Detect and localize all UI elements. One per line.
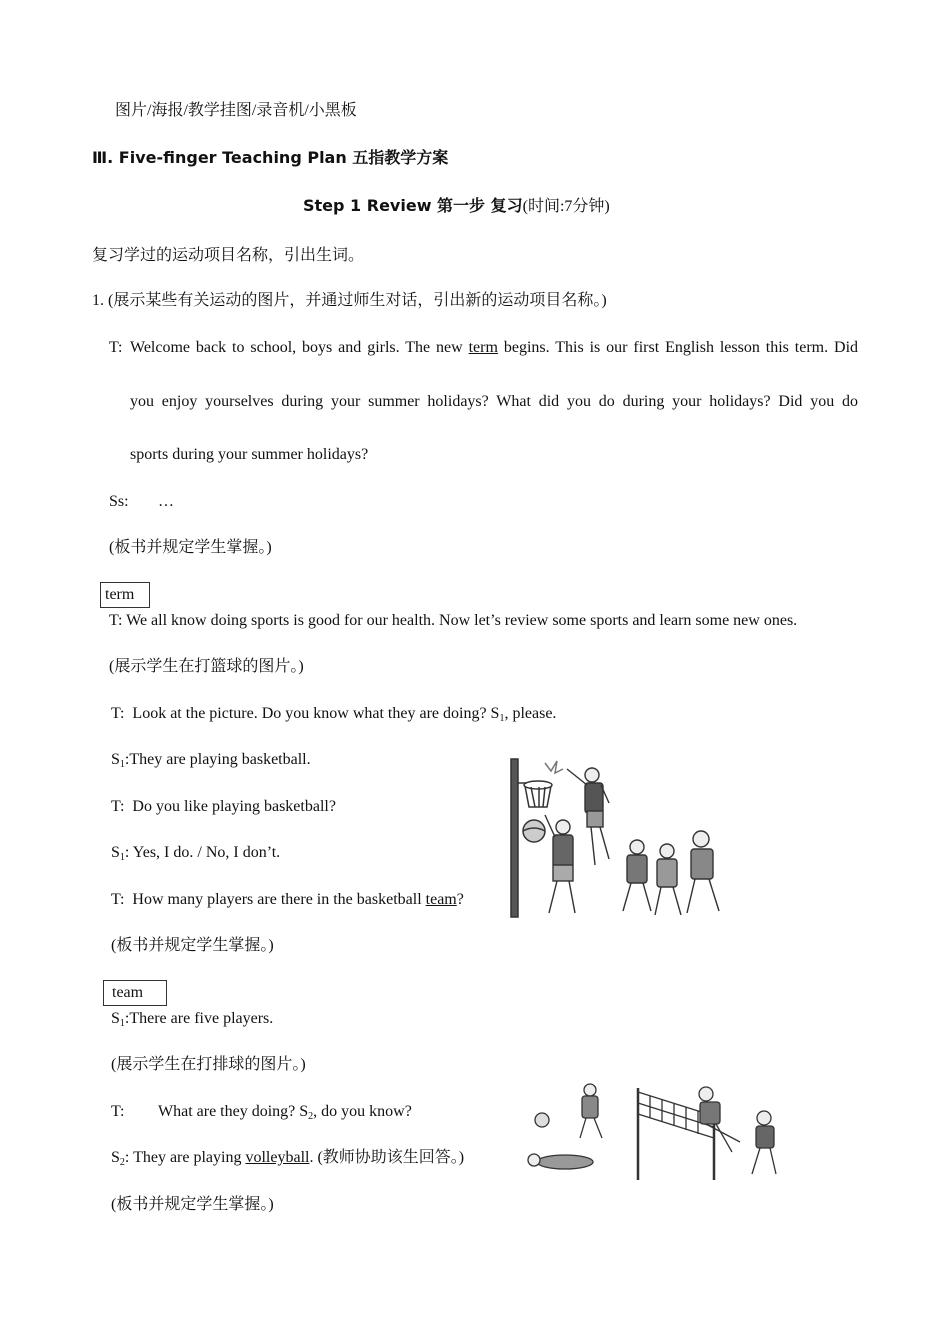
t-welcome-line3: sports during your summer holidays? (130, 446, 369, 463)
t-health: T: We all know doing sports is good for our health. Now let’s review some sports and learn some new ones. (109, 612, 798, 629)
board-note: (板书并规定学生掌握。) (109, 539, 272, 556)
section-numeral: Ⅲ (92, 148, 108, 167)
item-1: 1. (展示某些有关运动的图片，并通过师生对话，引出新的运动项目名称。) (92, 292, 607, 309)
section-heading (92, 148, 448, 168)
s1-yes: $S_1$: Yes, I do. / No, I don’t. (111, 844, 281, 863)
vocab-box-term: term (100, 582, 150, 608)
vocab-box-team: team (103, 980, 167, 1006)
s2-volleyball: $S_2$: They are playing volleyball. (教师协助该生回答。) (111, 1149, 465, 1168)
t-look: T: Look at the picture. Do you know what they are doing? $S_1$, please. (111, 705, 557, 724)
step-heading (303, 196, 610, 217)
t-welcome-line1: Welcome back to school, boys and girls. The new term begins. This is our first English lesson this term. Did (130, 339, 859, 356)
volleyball-illustration (520, 1076, 785, 1182)
volleyball-underlined: volleyball (245, 1149, 310, 1166)
ss-text: … (158, 493, 174, 510)
board-note-3: (板书并规定学生掌握。) (111, 1196, 274, 1213)
t-like: T: Do you like playing basketball? (111, 798, 336, 815)
show-basketball: (展示学生在打篮球的图片。) (109, 658, 304, 675)
t-how-many: T: How many players are there in the basketball team? (111, 891, 464, 908)
team-underlined: team (425, 891, 457, 908)
step-title: Step 1 Review 第一步 复习 (303, 196, 523, 215)
s1-basketball: $S_1:They$ are playing basketball. (111, 751, 311, 770)
t-welcome-line2: you enjoy yourselves during your summer holidays? What did you do during your holidays? Did you do (130, 393, 858, 410)
term-underlined: term (468, 339, 498, 356)
board-note-2: (板书并规定学生掌握。) (111, 937, 274, 954)
show-volleyball: (展示学生在打排球的图片。) (111, 1056, 306, 1073)
s1-five: $S_1:There$ are five players. (111, 1010, 274, 1029)
t-what: What are they doing? $S_2$, do you know? (158, 1103, 412, 1122)
section-title: . Five-finger Teaching Plan 五指教学方案 (107, 148, 449, 167)
step-time: (时间:7分钟) (522, 198, 610, 215)
materials-line: 图片/海报/教学挂图/录音机/小黑板 (115, 102, 357, 119)
t-welcome-speaker: T: (109, 339, 123, 356)
basketball-illustration (505, 755, 735, 923)
intro-line: 复习学过的运动项目名称，引出生词。 (92, 247, 365, 264)
ss-speaker: Ss: (109, 493, 129, 510)
t-speaker-what: T: (111, 1103, 125, 1120)
